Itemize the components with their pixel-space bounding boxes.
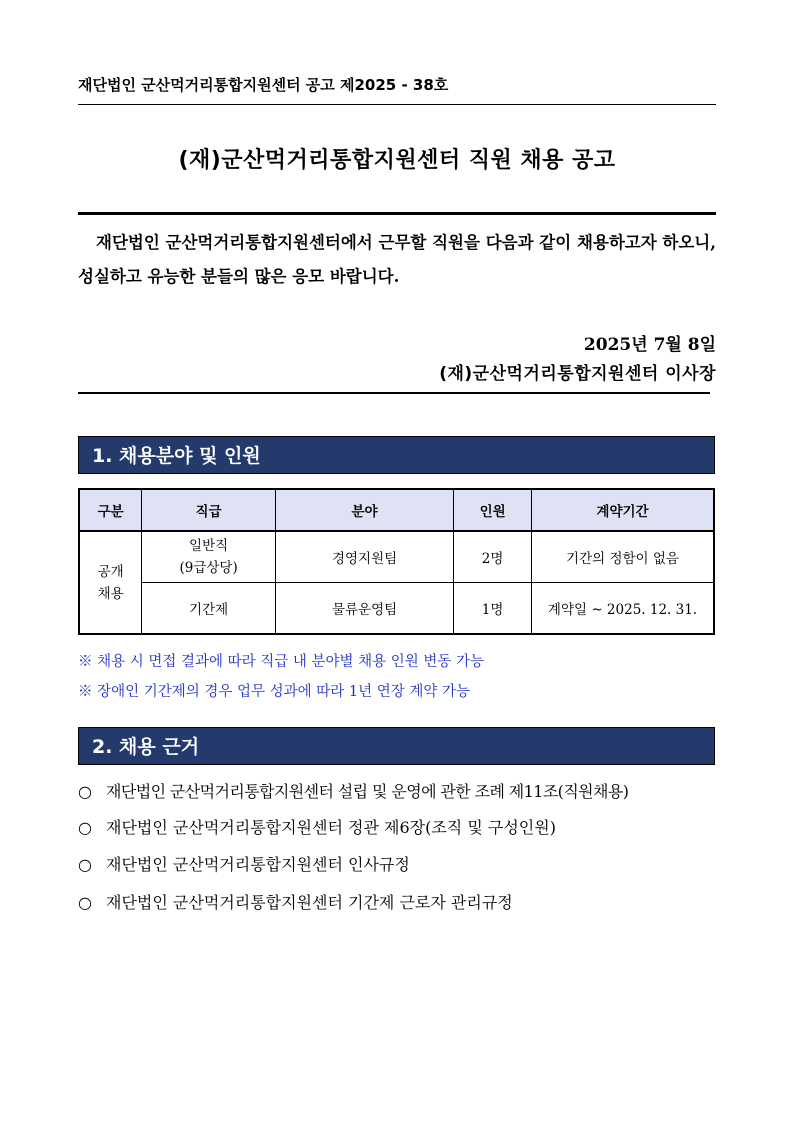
recruitment-note: ※ 채용 시 면접 결과에 따라 직급 내 분야별 채용 인원 변동 가능 [78,654,484,670]
circle-bullet-icon: ○ [78,855,92,874]
section-heading-basis: 2. 채용 근거 [78,727,715,765]
category-line: 공개 [97,563,124,580]
column-header: 구분 [79,489,142,531]
grade-cell [142,531,276,583]
section-heading-recruitment: 1. 채용분야 및 인원 [78,436,715,474]
signer: (재)군산먹거리통합지원센터 이사장 [439,364,716,384]
table-header-row [79,489,714,531]
category-line: 채용 [97,585,124,602]
period-cell: 계약일 ~ 2025. 12. 31. [532,583,715,635]
grade-line: (9급상당) [179,560,238,576]
basis-item [78,815,718,838]
title-divider [78,212,716,215]
count-cell: 2명 [454,531,532,583]
period-cell: 기간의 정함이 없음 [532,531,715,583]
header-divider [78,104,716,105]
table-row [79,531,714,583]
circle-bullet-icon: ○ [78,782,92,801]
basis-item [78,779,718,802]
basis-item-text: 재단법인 군산먹거리통합지원센터 기간제 근로자 관리규정 [106,893,513,912]
column-header: 직급 [142,489,276,531]
grade-cell: 기간제 [142,583,276,635]
signature-divider [78,392,710,394]
recruitment-note: ※ 장애인 기간제의 경우 업무 성과에 따라 1년 연장 계약 가능 [78,684,470,700]
basis-item [78,890,718,913]
basis-item [78,852,718,875]
column-header: 계약기간 [532,489,715,531]
basis-item-text: 재단법인 군산먹거리통합지원센터 정관 제6장(조직 및 구성인원) [106,818,556,837]
announcement-date: 2025년 7월 8일 [583,335,716,355]
field-cell: 물류운영팀 [275,583,453,635]
table-row [79,583,714,635]
circle-bullet-icon: ○ [78,893,92,912]
intro-paragraph: 재단법인 군산먹거리통합지원센터에서 근무할 직원을 다음과 같이 채용하고자 하오니, 성실하고 유능한 분들의 많은 응모 바랍니다. [78,233,716,286]
page-title: (재)군산먹거리통합지원센터 직원 채용 공고 [178,148,616,173]
basis-item-text: 재단법인 군산먹거리통합지원센터 인사규정 [106,855,410,874]
column-header: 분야 [275,489,453,531]
notice-number: 재단법인 군산먹거리통합지원센터 공고 제2025 - 38호 [78,76,449,94]
recruitment-table [78,488,715,635]
circle-bullet-icon: ○ [78,818,92,837]
grade-line: 일반직 [189,538,229,554]
field-cell: 경영지원팀 [275,531,453,583]
count-cell: 1명 [454,583,532,635]
column-header: 인원 [454,489,532,531]
basis-item-text: 재단법인 군산먹거리통합지원센터 설립 및 운영에 관한 조례 제11조(직원채용) [106,782,629,801]
category-cell [79,531,142,634]
